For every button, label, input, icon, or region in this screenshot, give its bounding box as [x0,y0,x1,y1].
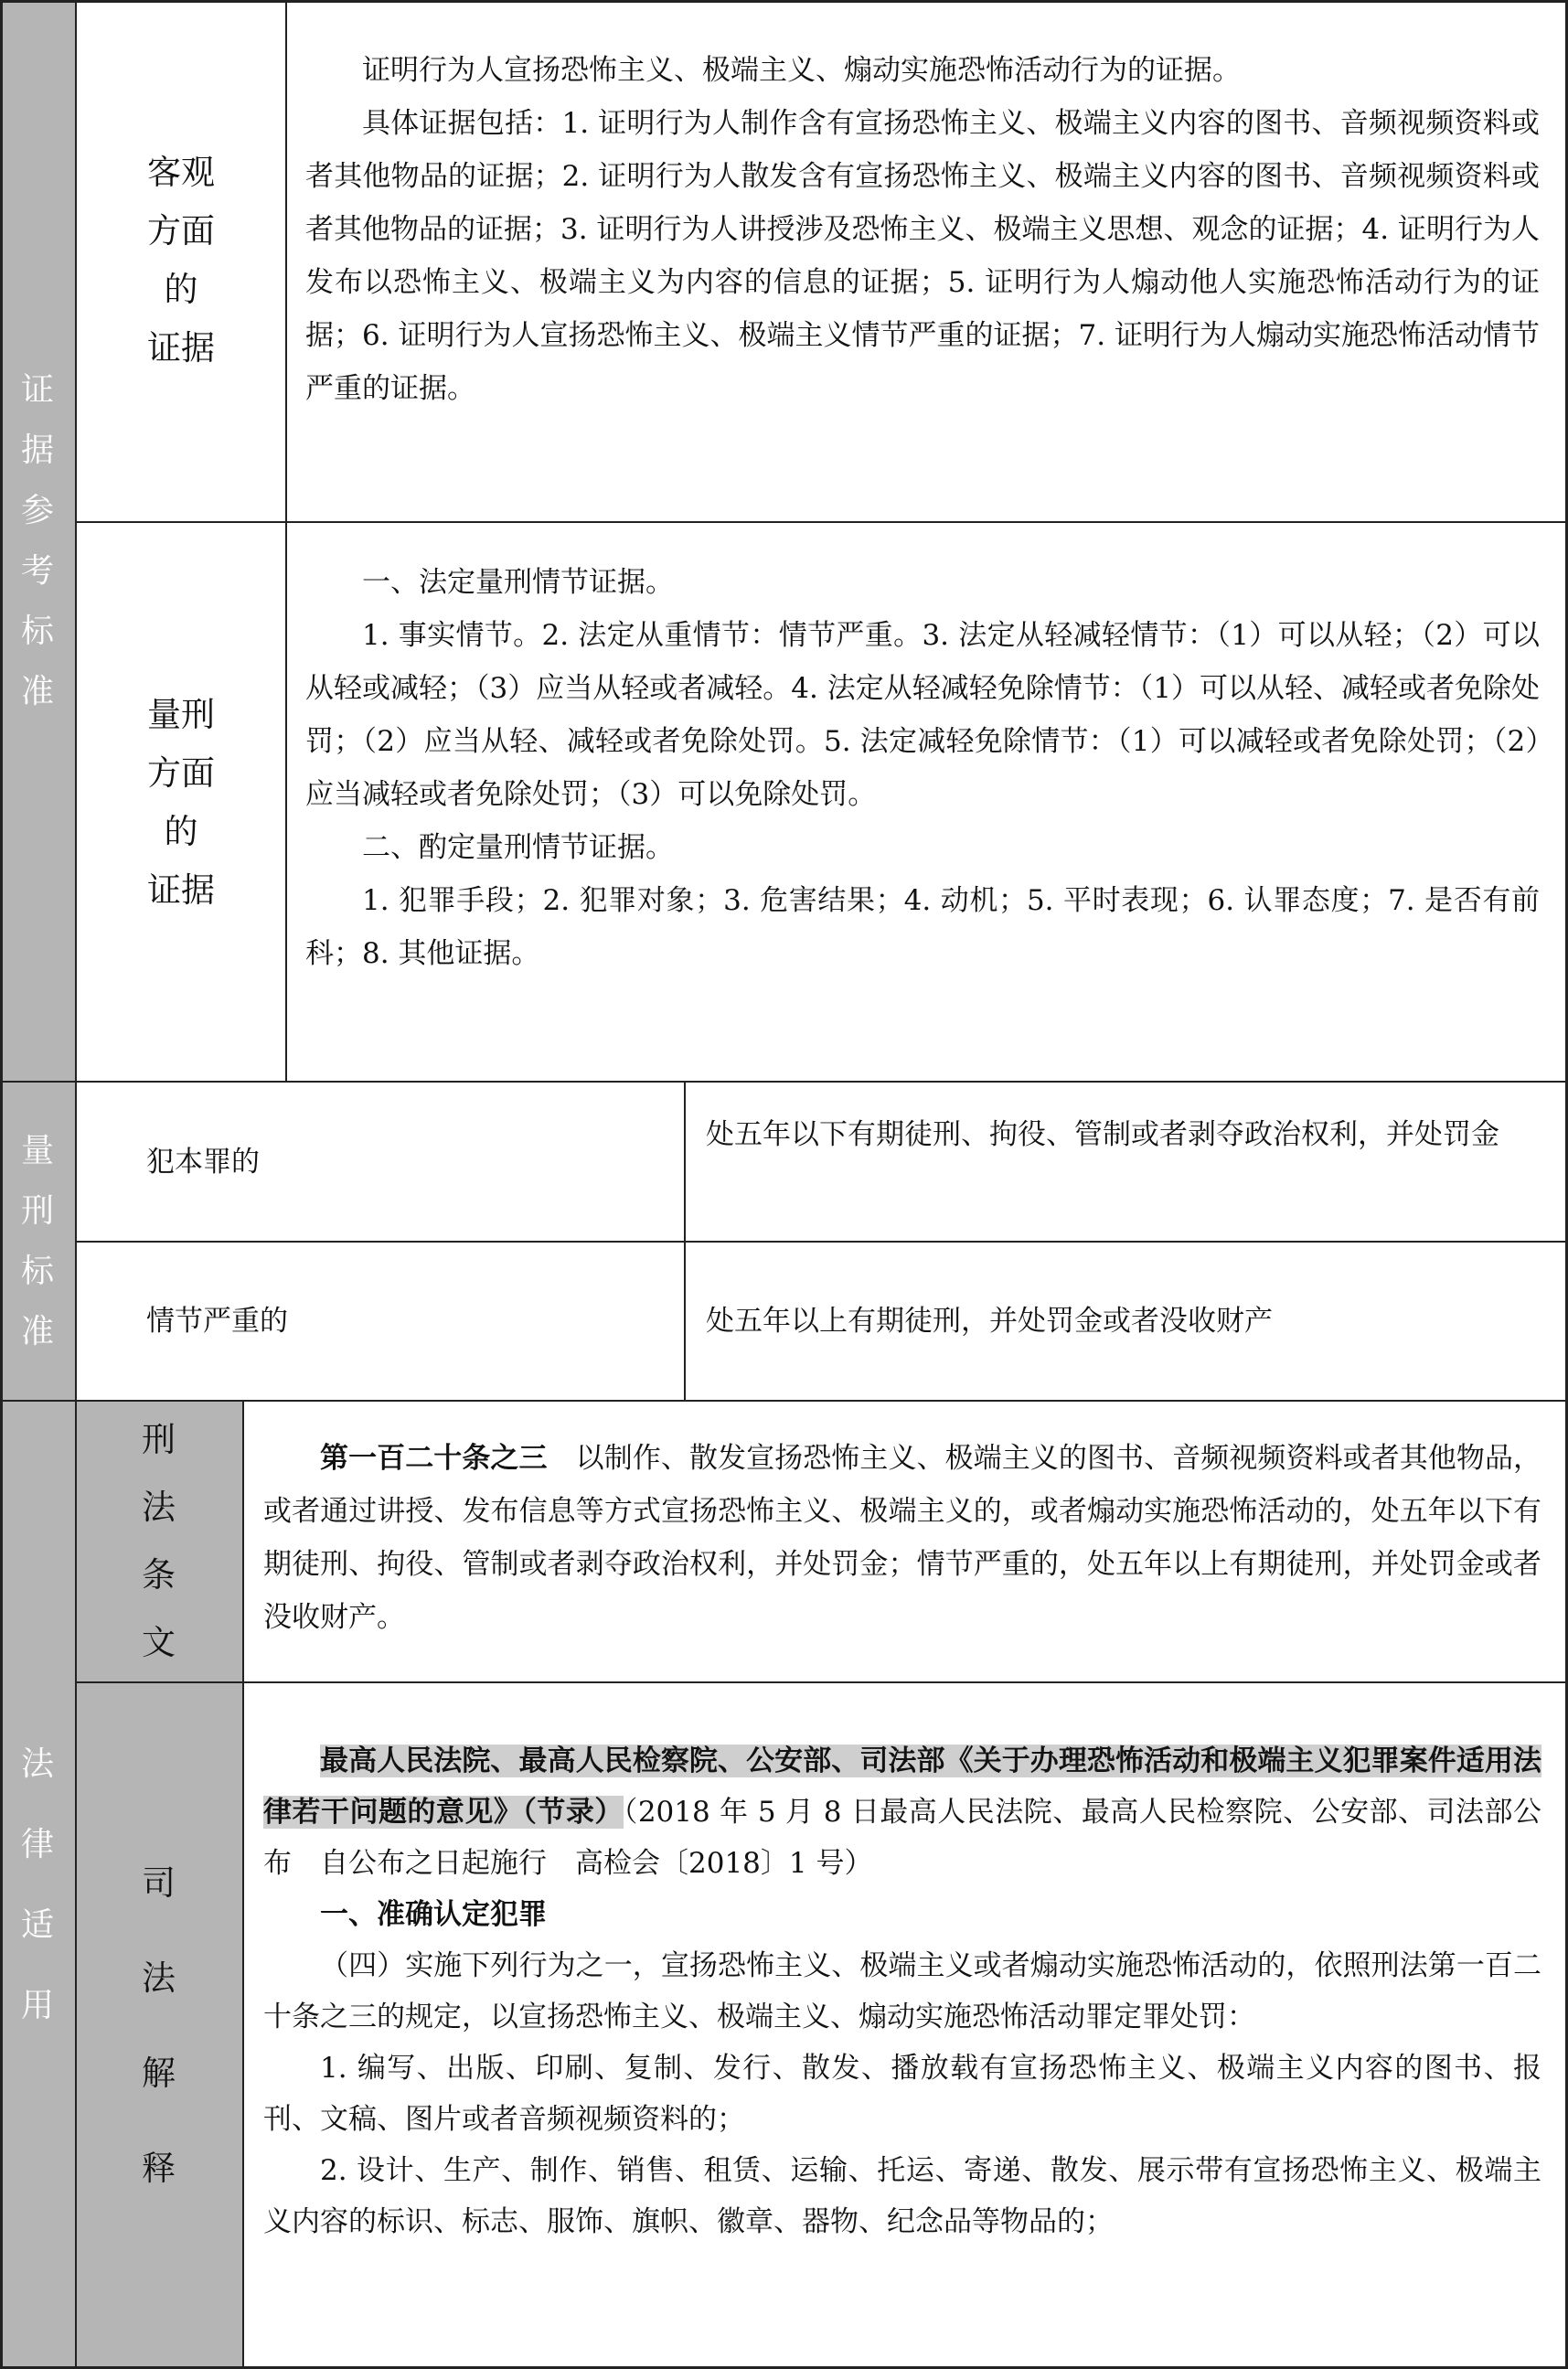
provision-4-item-1: 1. 编写、出版、印刷、复制、发行、散发、播放载有宣扬恐怖主义、极端主义内容的图书、报刊、文稿、图片或者音频视频资料的； [263,2052,1541,2136]
penalty-row-2-condition: 情节严重的 [146,1305,288,1338]
penalty-row-1-condition: 犯本罪的 [146,1146,260,1179]
law-section-label: 法 律 适 用 [20,1745,54,2024]
penalty-row-1-punishment: 处五年以下有期徒刑、拘役、管制或者剥夺政治权利，并处罚金 [706,1118,1499,1151]
article-text: 以制作、散发宣扬恐怖主义、极端主义的图书、音频视频资料或者其他物品，或者通过讲授、发布信息等方式宣扬恐怖主义、极端主义的，或者煽动实施恐怖活动的，处五年以下有期徒刑、拘役、管制或者剥夺政治权利，并处罚金；情节严重的，处五年以上有期徒刑，并处罚金或者没收财产。 [263,1442,1542,1634]
sentencing-evidence-content [305,556,1540,980]
criminal-law-content [263,1432,1541,1644]
discretionary-factors-list: 1. 犯罪手段；2. 犯罪对象；3. 危害结果；4. 动机；5. 平时表现；6. 认罪态度；7. 是否有前科；8. 其他证据。 [305,884,1540,970]
judicial-interpretation-label: 司 法 解 释 [142,1862,176,2188]
document-source: （2018 年 5 月 8 日最高人民法院、最高人民检察院、公安部、司法部公布 自公布之日起施行 高检会〔2018〕1 号） [263,1796,1542,1880]
objective-evidence-intro: 证明行为人宣扬恐怖主义、极端主义、煽动实施恐怖活动行为的证据。 [362,54,1241,87]
evidence-section-label: 证 据 参 考 标 准 [20,370,54,710]
discretionary-factors-heading: 二、酌定量刑情节证据。 [362,831,674,864]
article-number: 第一百二十条之三 [320,1442,548,1475]
objective-evidence-content [305,44,1540,415]
objective-evidence-list: 具体证据包括：1. 证明行为人制作含有宣扬恐怖主义、极端主义内容的图书、音频视频资料或者其他物品的证据；2. 证明行为人散发含有宣扬恐怖主义、极端主义内容的图书、音频视频资料或者其他物品的证据；3. 证明行为人讲授涉及恐怖主义、极端主义思想、观念的证据；4. 证明行为人发布以恐怖主义、极端主义为内容的信息的证据；5. 证明行为人煽动他人实施恐怖活动行为的证据；6. 证明行为人宣扬恐怖主义、极端主义情节严重的证据；7. 证明行为人煽动实施恐怖活动情节严重的证据。 [305,107,1540,405]
judicial-interpretation-content [263,1735,1541,2247]
provision-4-item-2: 2. 设计、生产、制作、销售、租赁、运输、托运、寄递、散发、展示带有宣扬恐怖主义、极端主义内容的标识、标志、服饰、旗帜、徽章、器物、纪念品等物品的； [263,2154,1541,2238]
sentencing-evidence-label: 量刑 方面 的 证据 [147,694,215,910]
document-title: 最高人民法院、最高人民检察院、公安部、司法部《关于办理恐怖活动和极端主义犯罪案件适用法律若干问题的意见》（节录） [263,1745,1541,1829]
statutory-factors-heading: 一、法定量刑情节证据。 [362,566,674,599]
criminal-law-label: 刑 法 条 文 [142,1420,176,1662]
provision-4: （四）实施下列行为之一，宣扬恐怖主义、极端主义或者煽动实施恐怖活动的，依照刑法第一百二十条之三的规定，以宣扬恐怖主义、极端主义、煽动实施恐怖活动罪定罪处罚： [263,1949,1541,2033]
penalty-row-2-punishment: 处五年以上有期徒刑，并处罚金或者没收财产 [706,1305,1273,1338]
section-heading: 一、准确认定犯罪 [320,1898,547,1931]
objective-evidence-label: 客观 方面 的 证据 [147,153,215,368]
statutory-factors-list: 1. 事实情节。2. 法定从重情节：情节严重。3. 法定从轻减轻情节：（1）可以从轻；（2）可以从轻或减轻；（3）应当从轻或者减轻。4. 法定从轻减轻免除情节：（1）可以从轻、减轻或者免除处罚；（2）应当从轻、减轻或者免除处罚。5. 法定减轻免除情节：（1）可以减轻或者免除处罚；（2）应当减轻或者免除处罚；（3）可以免除处罚。 [305,619,1540,811]
penalty-section-label: 量 刑 标 准 [20,1131,54,1350]
